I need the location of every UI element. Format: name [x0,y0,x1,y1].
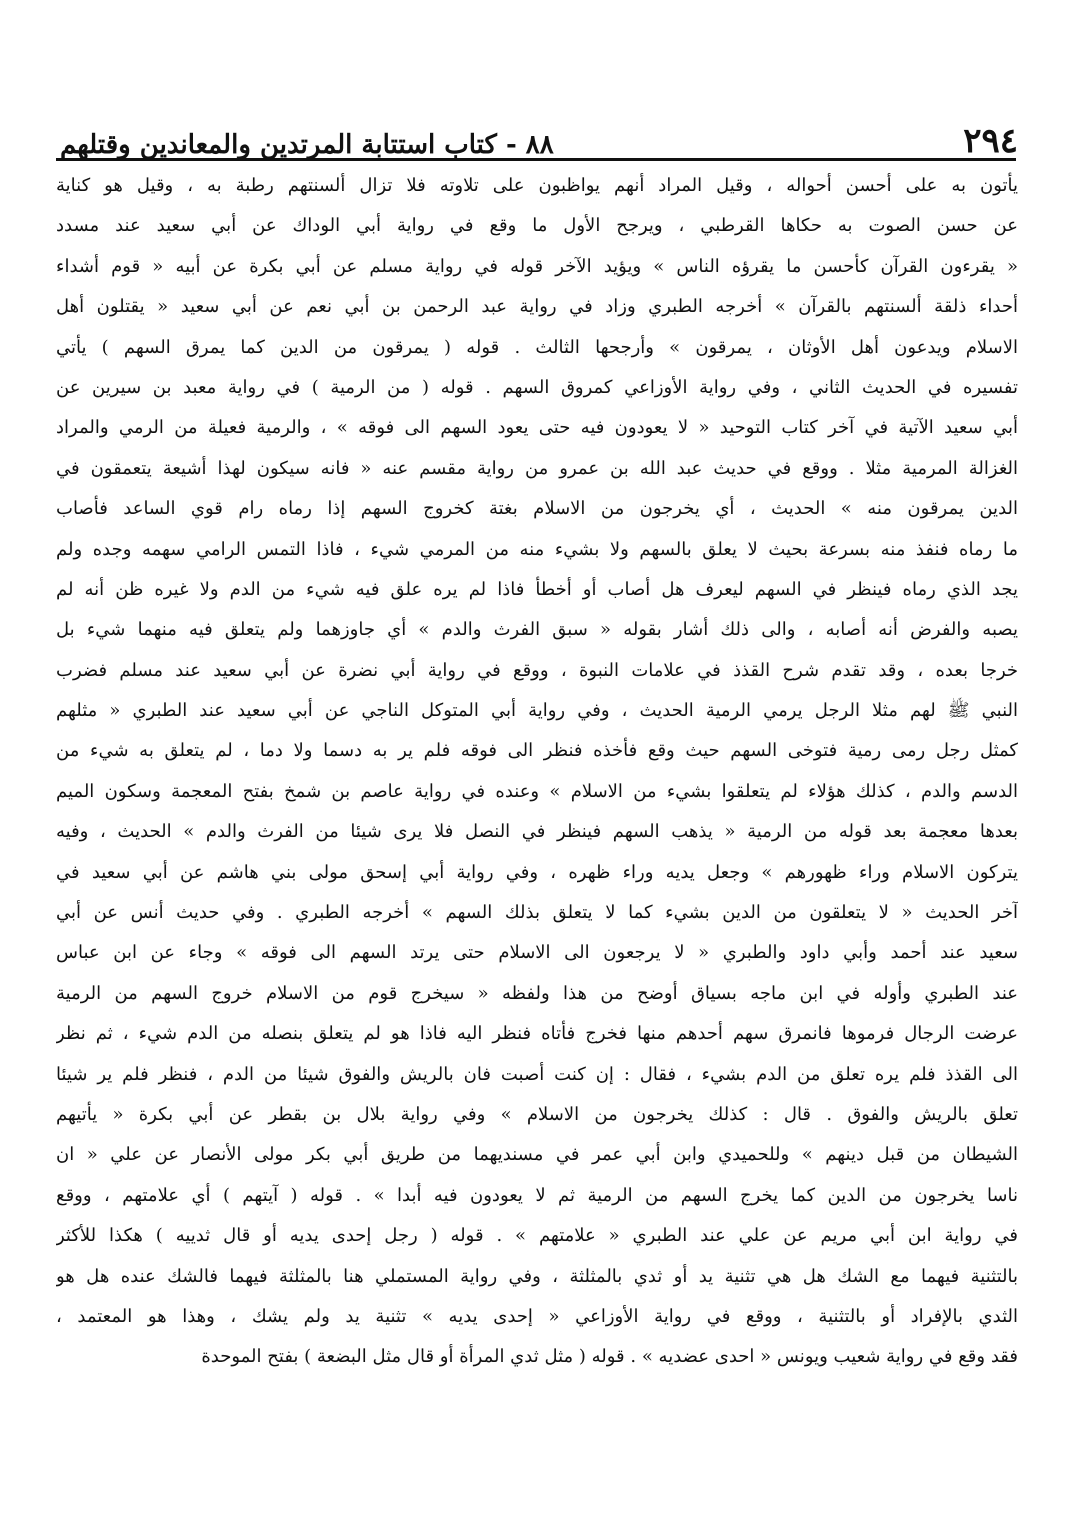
text-line: الاسلام ويدعون أهل الأوثان ، يمرقون » وأرجحها الثالث . قوله ( يمرقون من الدين كما يمرق السهم ) يأتي [56,336,1018,358]
page-number: ٢٩٤ [963,121,1018,161]
text-line: الشيطان من قبل دينهم » وللحميدي وابن أبي عمر في مسنديهما من طريق أبي بكر مولى الأنصار عن علي « ان [56,1144,1018,1166]
text-line: في رواية ابن أبي مريم عن علي عند الطبري « علامتهم » . قوله ( رجل إحدى يديه أو قال ثدييه ) هكذا للأكثر [56,1225,1018,1247]
text-line: النبي ﷺ لهم مثلا الرجل يرمي الرمية الحديث ، وفي رواية أبي المتوكل الناجي عن أبي سعيد عند الطبري « مثلهم [56,700,1018,722]
text-line: ناسا يخرجون من الدين كما يخرج السهم من الرمية ثم لا يعودون فيه أبدا » . قوله ( آيتهم ) أي علامتهم ، ووقع [56,1184,1018,1206]
text-line: بالتثنية فيهما مع الشك هل هي تثنية يد أو ثدي بالمثلثة ، وفي رواية المستملي هنا بالمثلثة فيهما فالشك عنده هل هو [56,1265,1018,1287]
text-line: يتركون الاسلام وراء ظهورهم » وجعل يديه وراء ظهره ، وفي رواية أبي إسحق مولى بني هاشم عن أبي سعيد في [56,861,1018,883]
text-line: يأتون به على أحسن أحواله ، وقيل المراد أنهم يواظبون على تلاوته فلا تزال ألسنتهم رطبة به ، وقيل هو كناية [56,175,1018,196]
text-line: سعيد عند أحمد وأبي داود والطبري « لا يرجعون الى الاسلام حتى يرتد السهم الى فوقه » وجاء عن ابن عباس [56,942,1018,964]
text-line: تعلق بالريش والفوق . قال : كذلك يخرجون من الاسلام » وفي رواية بلال بن بقطر عن أبي بكرة « يأتيهم [56,1103,1018,1125]
text-line: عند الطبري وأوله في ابن ماجه بسياق أوضح من هذا ولفظه « سيخرج قوم من الاسلام خروج السهم من الرمية [56,982,1018,1004]
body-text [56,166,1018,1378]
text-line: آخر الحديث « لا يتعلقون من الدين بشيء كما لا يتعلق بذلك السهم » أخرجه الطبري . وفي حديث أنس عن أبي [56,902,1018,924]
text-line: الدسم والدم ، كذلك هؤلاء لم يتعلقوا بشيء من الاسلام » وعنده في رواية عاصم بن شمخ بفتح المعجمة وسكون الميم [56,780,1018,802]
text-line: عرضت الرجال فرموها فانمرق سهم أحدهم منها فخرج فأتاه فنظر اليه فاذا هو لم يتعلق بنصله من الدم شيء ، ثم نظر [56,1023,1018,1045]
text-line: فقد وقع في رواية شعيب ويونس « احدى عضديه » . قوله ( مثل ثدي المرأة أو قال مثل البضعة ) بفتح الموحدة [201,1346,1018,1368]
header-rule [56,158,1016,161]
text-line: أبي سعيد الآتية في آخر كتاب التوحيد « لا يعودون فيه حتى يعود السهم الى فوقه » ، والرمية فعيلة من الرمي والمراد [56,417,1018,439]
running-header [60,100,1018,161]
chapter-title: ٨٨ - كتاب استتابة المرتدين والمعاندين وقتلهم [60,130,554,160]
text-line: يجد الذي رماه فينظر في السهم ليعرف هل أصاب أو أخطأ فاذا لم يره علق فيه شيء من الدم ولا غيره ظن أنه لم [56,578,1018,600]
text-line: أحداء ذلقة ألسنتهم بالقرآن » أخرجه الطبري وزاد في رواية عبد الرحمن بن أبي نعم عن أبي سعيد « يقتلون أهل [56,296,1018,318]
text-line: تفسيره في الحديث الثاني ، وفي رواية الأوزاعي كمروق السهم . قوله ( من الرمية ) في رواية معبد بن سيرين عن [56,376,1018,398]
text-line: الثدي بالإفراد أو بالتثنية ، ووقع في رواية الأوزاعي « إحدى يديه » تثنية يد ولم يشك ، وهذا هو المعتمد ، [56,1305,1018,1327]
text-line: الغزالة المرمية مثلا . ووقع في حديث عبد الله بن عمرو من رواية مقسم عنه « فانه سيكون لهذا أشيعة يتعمقون في [56,457,1018,479]
text-line: « يقرءون القرآن كأحسن ما يقرؤه الناس » ويؤيد الآخر قوله في رواية مسلم عن أبي بكرة عن أبيه « قوم أشداء [56,255,1018,277]
text-line: خرجا بعده ، وقد تقدم شرح القذذ في علامات النبوة ، ووقع في رواية أبي نضرة عن أبي سعيد عند مسلم فضرب [56,659,1018,681]
text-line: كمثل رجل رمى رمية فتوخى السهم حيث وقع فأخذه فنظر الى فوقه فلم ير به دسما ولا دما ، لم يتعلق به شيء من [56,740,1018,762]
text-line: بعدها معجمة بعد قوله من الرمية « يذهب السهم فينظر في النصل فلا يرى شيئا من الفرث والدم » الحديث ، وفيه [56,821,1018,843]
text-line: عن حسن الصوت به حكاها القرطبي ، ويرجح الأول ما وقع في رواية أبي الوداك عن أبي سعيد عند مسدد [56,215,1018,237]
text-line: ما رماه فنفذ منه بسرعة بحيث لا يعلق بالسهم ولا بشيء منه من المرمي شيء ، فاذا التمس الرامي سهمه وجده ولم [56,538,1018,560]
text-line: الى القذذ فلم يره تعلق من الدم بشيء ، فقال : إن كنت أصبت فان بالريش والفوق شيئا من الدم ، فنظر فلم ير شيئا [56,1063,1018,1085]
text-line: يصبه والفرض أنه أصابه ، والى ذلك أشار بقوله « سبق الفرث والدم » أي جاوزهما ولم يتعلق فيه منهما شيء بل [56,619,1018,641]
text-line: الدين يمرقون منه » الحديث ، أي يخرجون من الاسلام بغتة كخروج السهم إذا رماه رام قوي الساعد فأصاب [56,498,1018,520]
